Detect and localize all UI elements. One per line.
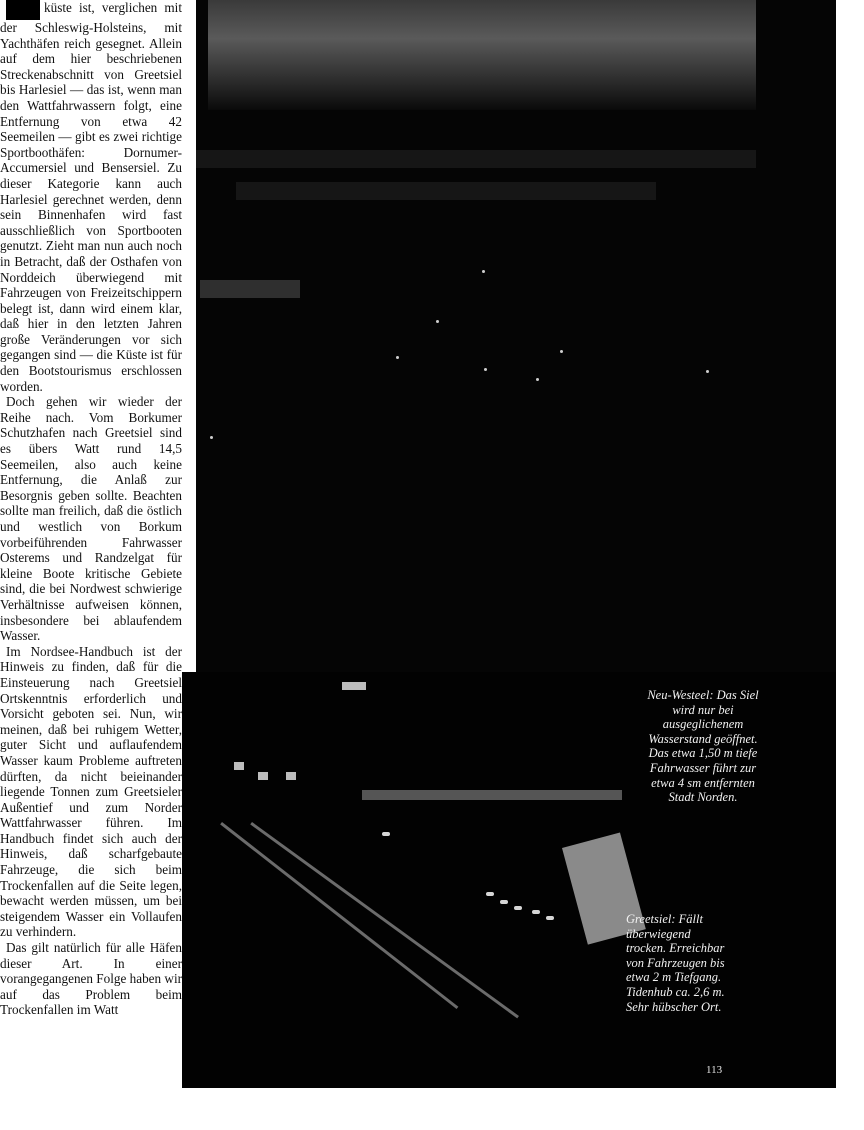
article-paragraph: N küste ist, verglichen mit der Schleswig-Holsteins, mit Yachthäfen reich gesegnet. Allein auf dem hier beschriebenen Streckenabschnitt von Greetsiel bis Harlesiel — das ist, wenn man den Wattfahrwassern folgt, eine Entfernung von etwa 42 Seemeilen — gibt es zwei richtige Sportboothäfen: Dornumer-Accumersiel und Bensersiel. Zu dieser Kategorie kann auch Harlesiel gerechnet werden, denn sein Binnenhafen wird fast ausschließlich von Sportbooten genutzt. Zieht man nun auch noch in Betracht, daß der Osthafen von Norddeich überwiegend mit Fahrzeugen von Freizeitschippern belegt ist, dann wird einem klar, daß hier in den letzten Jahren große Veränderungen vor sich gegangen sind — die Küste ist für den Bootstourismus erschlossen worden. bbox=[0, 0, 182, 394]
photo-light bbox=[706, 370, 709, 373]
article-paragraph: Das gilt natürlich für alle Häfen dieser Art. In einer vorangegangenen Folge haben wir auf das Problem beim Trockenfallen im Watt bbox=[0, 940, 182, 1018]
photo-light bbox=[560, 350, 563, 353]
harbor-quay bbox=[220, 822, 458, 1009]
photo-boat bbox=[514, 906, 522, 910]
photo-light bbox=[536, 378, 539, 381]
photo-boat bbox=[486, 892, 494, 896]
photo-boat bbox=[382, 832, 390, 836]
photo-light bbox=[210, 436, 213, 439]
aerial-photo-coast bbox=[196, 0, 836, 686]
photo-house bbox=[258, 772, 268, 780]
page-margin-bottom bbox=[0, 1088, 864, 1130]
article-text bbox=[0, 0, 182, 1018]
page-number: 113 bbox=[706, 1064, 723, 1076]
photo-water-band bbox=[196, 150, 756, 168]
photo-light bbox=[484, 368, 487, 371]
photo-light bbox=[436, 320, 439, 323]
photo-house bbox=[234, 762, 244, 770]
article-paragraph: Doch gehen wir wieder der Reihe nach. Vom Borkumer Schutzhafen nach Greetsiel sind es übers Watt rund 14,5 Seemeilen, also auch keine Entfernung, die Anlaß zur Besorgnis geben sollte. Beachten sollte man freilich, daß die östlich und westlich von Borkum vorbeiführenden Fahrwasser Osterems und Randzelgat für kleine Boote kritische Gebiete sind, die bei Nordwest schwierige Verhältnisse aufweisen können, insbesondere bei ablaufendem Wasser. bbox=[0, 394, 182, 644]
harbor-mole bbox=[362, 790, 622, 800]
photo-light bbox=[396, 356, 399, 359]
photo-house bbox=[286, 772, 296, 780]
caption-greetsiel: Greetsiel: Fällt überwiegend trocken. Erreichbar von Fahrzeugen bis etwa 2 m Tiefgang. Tidenhub ca. 2,6 m. Sehr hübscher Ort. bbox=[626, 912, 725, 1014]
photo-water-band bbox=[236, 182, 656, 200]
photo-house bbox=[342, 682, 366, 690]
page-margin bbox=[836, 0, 864, 1090]
photo-light bbox=[482, 270, 485, 273]
article-paragraph: Im Nordsee-Handbuch ist der Hinweis zu finden, daß für die Einsteuerung nach Greetsiel Ortskenntnis erforderlich und Vorsicht geboten sei. Nun, wir meinen, daß bei ruhigem Wetter, guter Sicht und auflaufendem Wasser kaum Probleme auftreten dürften, da nicht beieinander liegende Tonnen zum Greetsieler Außentief und zum Norder Wattfahrwasser führen. Im Handbuch findet sich auch der Hinweis, daß scharfgebaute Fahrzeuge, die sich beim Trockenfallen auf die Seite legen, bewacht werden müssen, um bei steigendem Wasser ein Vollaufen zu verhindern. bbox=[0, 643, 182, 940]
dropcap: N bbox=[6, 0, 40, 20]
caption-neu-westeel: Neu-Westeel: Das Siel wird nur bei ausgeglichenem Wasserstand geöffnet. Das etwa 1,50 m tiefe Fahrwasser führt zur etwa 4 sm entfernten Stadt Norden. bbox=[647, 688, 759, 805]
photo-sky bbox=[208, 0, 756, 110]
harbor-quay bbox=[250, 822, 519, 1018]
photo-field bbox=[200, 280, 300, 298]
photo-boat bbox=[546, 916, 554, 920]
photo-boat bbox=[532, 910, 540, 914]
photo-boat bbox=[500, 900, 508, 904]
